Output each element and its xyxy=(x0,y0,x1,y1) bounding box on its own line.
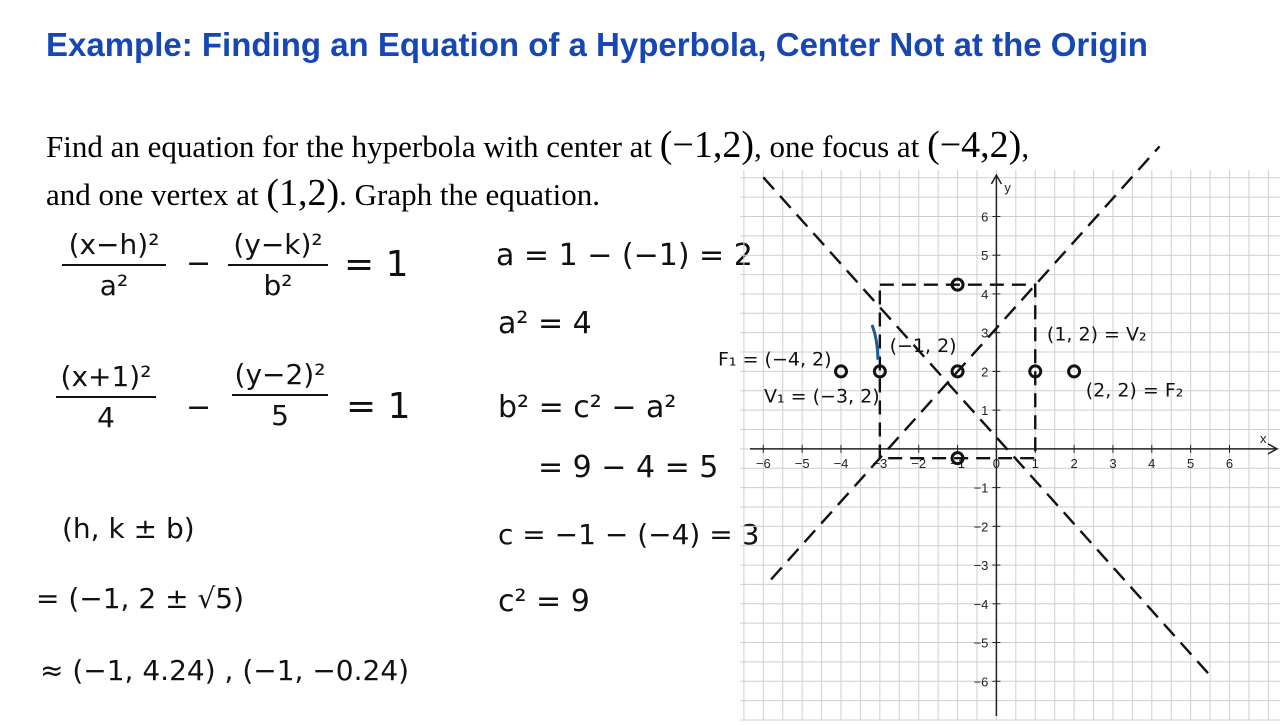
x-tick-label: −4 xyxy=(833,455,849,471)
y-tick-label: −1 xyxy=(973,480,989,496)
annotation-center: (−1, 2) xyxy=(889,335,957,358)
x-tick-label: 6 xyxy=(1225,455,1234,471)
y-tick-label: −3 xyxy=(973,558,989,574)
step-a: a = 1 − (−1) = 2 xyxy=(496,238,753,273)
vertex-coordinate: (1,2) xyxy=(266,172,340,214)
problem-text-3: , xyxy=(1021,129,1030,164)
y-tick-label: −2 xyxy=(973,519,989,535)
general-equals-one: = 1 xyxy=(344,244,409,285)
problem-text-2: , one focus at xyxy=(754,129,928,164)
co-vertex-approx: ≈ (−1, 4.24) , (−1, −0.24) xyxy=(40,654,410,687)
step-b-squared: b² = c² − a² xyxy=(498,390,677,425)
y-tick-label: 2 xyxy=(981,364,989,380)
general-minus: − xyxy=(186,246,212,281)
general-denominator-y: b² xyxy=(263,269,293,302)
specific-fraction-x xyxy=(56,360,156,434)
step-b-squared-value: = 9 − 4 = 5 xyxy=(538,450,719,485)
y-axis-label: y xyxy=(1004,180,1011,195)
specific-fraction-y xyxy=(232,358,328,432)
y-tick-label: −4 xyxy=(973,596,989,612)
fraction-bar xyxy=(228,264,328,266)
step-c: c = −1 − (−4) = 3 xyxy=(498,518,760,551)
specific-denominator-x: 4 xyxy=(97,401,115,434)
y-tick-label: 4 xyxy=(981,286,989,302)
specific-numerator-x: (x+1)² xyxy=(60,360,152,393)
x-tick-label: 1 xyxy=(1031,455,1039,471)
problem-text-5: . Graph the equation. xyxy=(339,177,601,212)
coordinate-plane xyxy=(718,170,1280,720)
fraction-bar xyxy=(56,396,156,398)
problem-text-4: and one vertex at xyxy=(46,177,267,212)
fraction-bar xyxy=(232,394,328,396)
step-c-squared: c² = 9 xyxy=(498,584,590,619)
general-denominator-x: a² xyxy=(99,269,129,302)
x-axis-label: x xyxy=(1260,430,1267,446)
x-tick-label: −1 xyxy=(950,455,965,471)
y-tick-label: −5 xyxy=(973,635,989,651)
general-fraction-y xyxy=(228,228,328,302)
fraction-bar xyxy=(62,264,166,266)
general-numerator-x: (x−h)² xyxy=(68,228,160,261)
specific-numerator-y: (y−2)² xyxy=(234,358,326,391)
x-tick-label: −3 xyxy=(872,455,888,471)
step-a-squared: a² = 4 xyxy=(498,306,592,341)
problem-text-1: Find an equation for the hyperbola with center at xyxy=(46,129,660,164)
center-coordinate: (−1,2) xyxy=(659,124,755,166)
y-tick-label: −6 xyxy=(973,674,989,690)
co-vertex-substitution: = (−1, 2 ± √5) xyxy=(36,582,245,615)
annotation-vertex-1: V₁ = (−3, 2) xyxy=(764,385,880,408)
annotation-focus-1: F₁ = (−4, 2) xyxy=(718,348,832,371)
x-tick-label: 2 xyxy=(1070,455,1078,471)
annotation-focus-2: (2, 2) = F₂ xyxy=(1085,379,1184,402)
focus-coordinate: (−4,2) xyxy=(927,124,1022,166)
x-tick-label: −2 xyxy=(911,455,927,471)
x-tick-label: 5 xyxy=(1187,455,1195,471)
general-numerator-y: (y−k)² xyxy=(233,228,323,261)
y-tick-label: 3 xyxy=(981,325,989,341)
general-fraction-x xyxy=(62,228,166,302)
y-tick-label: 6 xyxy=(981,209,989,225)
slide-title: Example: Finding an Equation of a Hyperbola, Center Not at the Origin xyxy=(46,26,1148,63)
x-tick-label: 3 xyxy=(1109,455,1117,471)
annotation-vertex-2: (1, 2) = V₂ xyxy=(1046,323,1147,346)
y-tick-label: 5 xyxy=(981,248,989,264)
specific-equals-one: = 1 xyxy=(346,386,411,427)
x-tick-label: −5 xyxy=(794,455,810,471)
blue-pen-stroke xyxy=(872,325,878,360)
problem-line-1 xyxy=(46,122,1246,170)
hyperbola-graph xyxy=(718,170,1280,720)
x-tick-label: −6 xyxy=(755,455,771,471)
x-tick-label: 0 xyxy=(992,455,1001,471)
specific-minus: − xyxy=(186,390,212,425)
specific-denominator-y: 5 xyxy=(271,399,289,432)
co-vertex-formula: (h, k ± b) xyxy=(62,512,195,545)
y-tick-label: 1 xyxy=(981,403,989,419)
x-tick-label: 4 xyxy=(1148,455,1156,471)
